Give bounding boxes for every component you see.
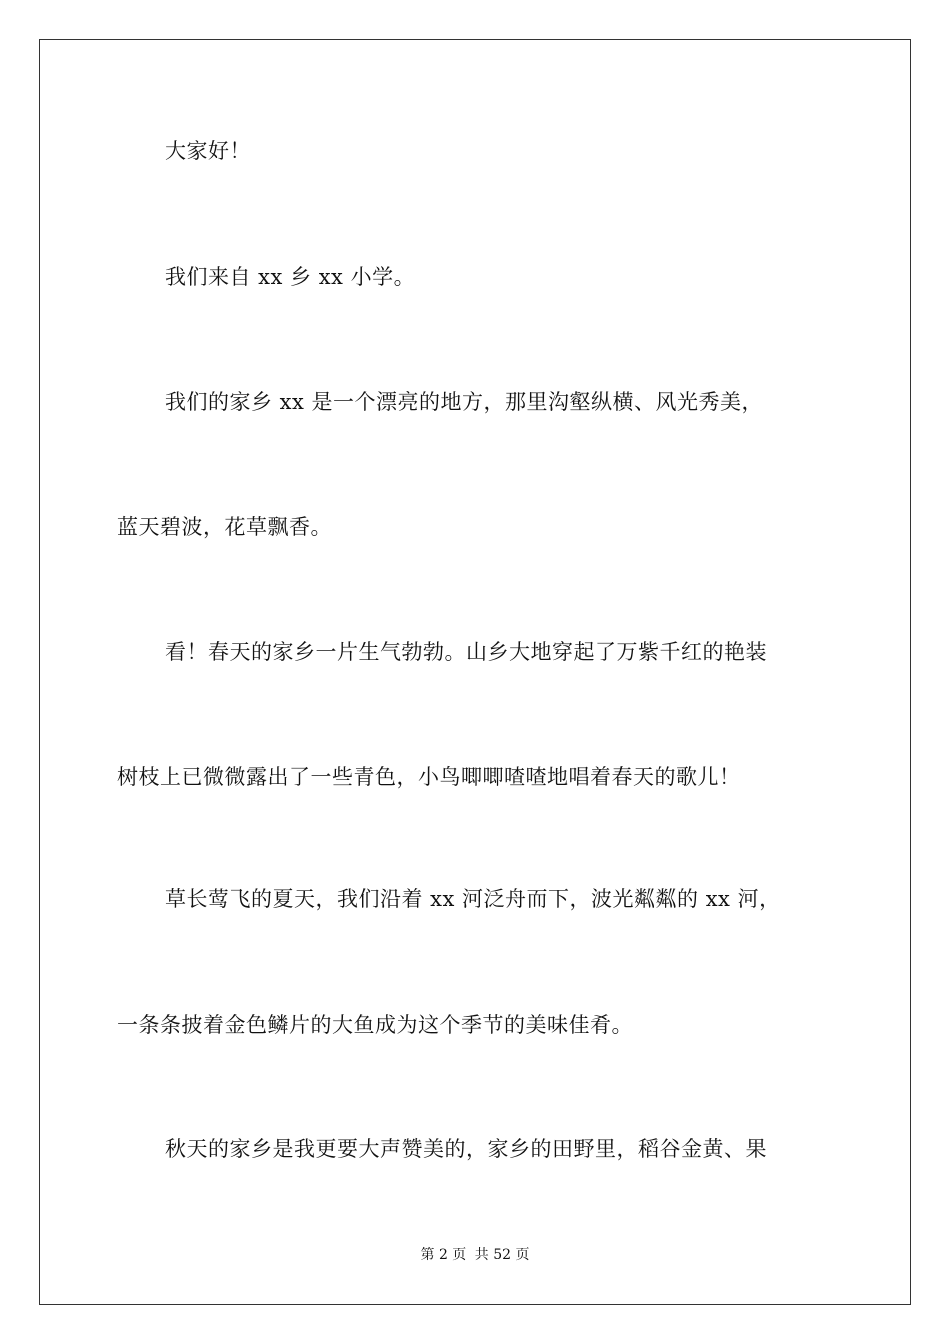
paragraph-line-2: 我们来自 xx 乡 xx 小学。 [165, 265, 416, 289]
paragraph-line-9: 秋天的家乡是我更要大声赞美的，家乡的田野里，稻谷金黄、果 [165, 1137, 767, 1161]
paragraph-line-8: 一条条披着金色鳞片的大鱼成为这个季节的美味佳肴。 [117, 1013, 633, 1037]
paragraph-line-7: 草长莺飞的夏天，我们沿着 xx 河泛舟而下，波光粼粼的 xx 河， [165, 887, 781, 911]
paragraph-line-6: 树枝上已微微露出了一些青色，小鸟唧唧喳喳地唱着春天的歌儿！ [117, 765, 741, 789]
paragraph-line-5: 看！春天的家乡一片生气勃勃。山乡大地穿起了万紫千红的艳装 [165, 640, 767, 664]
page-border [39, 39, 911, 1305]
page-footer [0, 1245, 950, 1265]
page-number: 第 2 页 [420, 1247, 467, 1263]
paragraph-line-4: 蓝天碧波，花草飘香。 [117, 515, 332, 539]
paragraph-line-1: 大家好！ [165, 139, 251, 163]
paragraph-line-3: 我们的家乡 xx 是一个漂亮的地方，那里沟壑纵横、风光秀美， [165, 390, 764, 414]
page-total: 共 52 页 [474, 1247, 530, 1263]
